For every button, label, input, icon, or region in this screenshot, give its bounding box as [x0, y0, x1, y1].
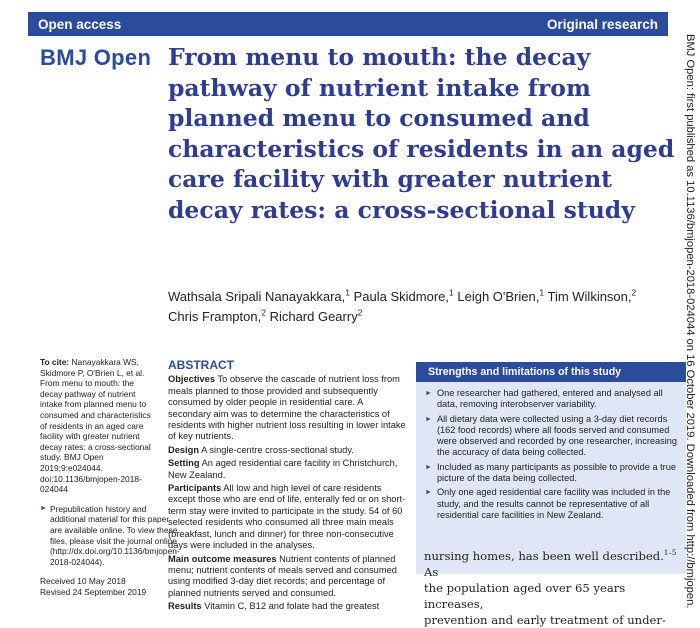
author: Paula Skidmore,$^1$ — [353, 287, 454, 304]
list-item: ► One researcher had gathered, entered and analysed all data, removing interobserver variability. — [425, 388, 663, 410]
prepub-text[interactable]: Prepublication history and additional material for this paper are available online. To view these files, please visit the journal online (http://dx.doi.org/10.1136/bmjopen-2018-024044). — [49, 503, 180, 567]
author: Wathsala Sripali Nanayakkara,$^1$ — [168, 287, 350, 304]
citation-ref[interactable]: 1–5 — [663, 549, 677, 558]
triangle-bullet-icon: ► — [425, 415, 432, 423]
revised-date: Revised 24 September 2019 — [40, 586, 147, 597]
body-line: the population aged over 65 years increases, — [424, 581, 626, 611]
vertical-download-note: BMJ Open: first published as 10.1136/bmjopen-2018-024044 on 16 October 2019. Downloaded from http://bmjopen. — [684, 34, 696, 609]
list-item: ► Included as many participants as possible to provide a true picture of the data being collected. — [425, 461, 676, 484]
list-item: ► All dietary data were collected using a 3-day diet records (162 food records) where all foods served and consumed were observed and recorded by one researcher, increasing the accuracy of data being collected. — [425, 413, 677, 458]
strengths-list — [416, 382, 686, 521]
prepub-note — [40, 503, 180, 568]
open-access-label: Open access — [38, 16, 122, 32]
triangle-bullet-icon: ► — [425, 489, 432, 497]
abstract-section: Results Vitamin C, B12 and folate had the greatest — [168, 601, 380, 612]
header-bar — [28, 12, 668, 36]
author: Tim Wilkinson,$^2$ — [547, 287, 637, 304]
citation-sidebar — [40, 357, 180, 597]
article-type-label: Original research — [546, 16, 658, 32]
abstract-heading: ABSTRACT — [168, 358, 234, 372]
author: Leigh O'Brien,$^1$ — [457, 287, 545, 304]
abstract-section: Setting An aged residential care facility in Christchurch, New Zealand. — [168, 458, 398, 480]
strengths-box — [416, 362, 686, 574]
abstract-section: Objectives To observe the cascade of nutrient loss from meals planned to those provided and subsequently consumed by older people in residential care. A secondary aim was to determine the characteristics of residents with higher nutrient loss resulting in lower intake of key nutrients. — [168, 374, 406, 442]
list-item: ► Only one aged residential care facility was included in the study, and the results cannot be representative of all residential care facilities in New Zealand. — [425, 487, 671, 520]
triangle-bullet-icon: ► — [425, 390, 432, 397]
abstract-section: Design A single-centre cross-sectional study. — [168, 444, 354, 455]
author-list — [168, 287, 668, 327]
abstract-section: Main outcome measures Nutrient contents of planned menu; nutrient contents of meals served and consumed using modified 3-day diet records; and percentage of planned nutrients served and consumed. — [168, 553, 397, 598]
received-date: Received 10 May 2018 — [40, 576, 126, 587]
journal-logo: BMJ Open — [40, 45, 152, 70]
body-line: nursing homes, has been well described.$^{1-5}$ As — [424, 549, 677, 579]
abstract — [168, 360, 406, 615]
triangle-bullet-icon: ► — [425, 463, 432, 471]
article-title: From menu to mouth: the decay pathway of nutrient intake from planned menu to consumed and characteristics of residents in an aged care facility with greater nutrient decay rates: a cross-sectional study — [168, 43, 675, 224]
citation-block — [40, 357, 158, 495]
strengths-heading: Strengths and limitations of this study — [416, 362, 686, 382]
author: Richard Gearry$^2$ — [269, 307, 363, 324]
abstract-section: Participants All low and high level of care residents except those who are end of life, enterally fed or on short-term stay were invited to participate in the study. 54 of 60 selected residents who consumed all three main meals (breakfast, lunch and dinner) for three non-consecutive days were included in the analyses. — [168, 483, 406, 551]
author: Chris Frampton,$^2$ — [168, 307, 266, 324]
cite-text: Nanayakkara WS, Skidmore P, O'Brien L, et al. From menu to mouth: the decay pathway of nutrient intake from planned menu to consumed and characteristics of residents in an aged care facility with greater nutrient decay rates: a cross-sectional study. BMJ Open 2019;9:e024044. doi:10.1136/bmjopen-2018-024044 — [40, 357, 151, 495]
cite-label: To cite: — [40, 357, 70, 367]
body-text — [424, 548, 684, 628]
body-line: prevention and early treatment of under- — [424, 613, 666, 627]
triangle-bullet-icon: ► — [40, 504, 47, 512]
